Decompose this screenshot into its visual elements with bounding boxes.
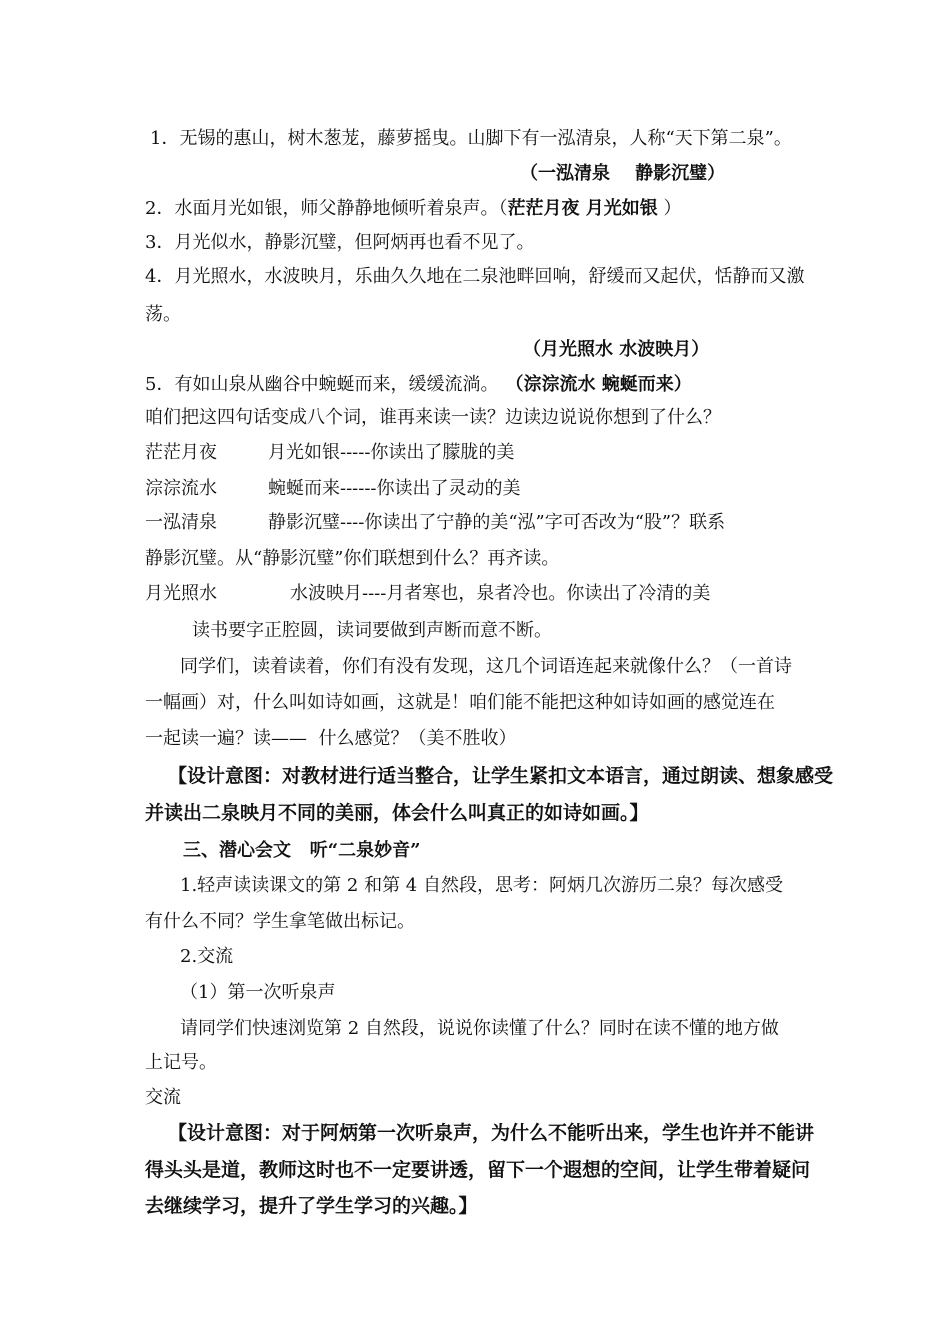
- exchange-label: 交流: [145, 1087, 181, 1108]
- sentence-4-cont: 荡。: [145, 304, 181, 325]
- sentence-2-text: 2．水面月光如银，师父静静地倾听着泉声。（: [145, 198, 508, 219]
- sentence-1: 1．无锡的惠山，树木葱茏，藤萝摇曳。山脚下有一泓清泉，人称“天下第二泉”。: [150, 128, 792, 149]
- word-pair-2-b: 蜿蜒而来------你读出了灵动的美: [268, 478, 521, 499]
- word-pair-2-a: 淙淙流水: [145, 478, 217, 499]
- task-2: 2.交流: [180, 946, 234, 967]
- section-heading: 三、潜心会文 听“二泉妙音”: [183, 840, 421, 861]
- design-intent-1-line-2: 并读出二泉映月不同的美丽，体会什么叫真正的如诗如画。】: [145, 802, 649, 824]
- design-intent-2-line-2: 得头头是道，教师这时也不一定要讲透，留下一个遐想的空间，让学生带着疑问: [145, 1159, 811, 1181]
- paragraph-line-1: 同学们，读着读着，你们有没有发现，这几个词语连起来就像什么？（一首诗: [180, 656, 792, 677]
- paragraph-line-3: 一起读一遍？读—— 什么感觉？（美不胜收）: [145, 728, 517, 749]
- sentence-5-text: 5．有如山泉从幽谷中蜿蜒而来，缓缓流淌。: [145, 374, 499, 395]
- word-pair-1-a: 茫茫月夜: [145, 442, 217, 463]
- sentence-5: [145, 373, 692, 397]
- sentence-1-keywords: （一泓清泉 静影沉璧）: [520, 163, 726, 184]
- word-pair-1-b: 月光如银-----你读出了朦胧的美: [268, 442, 515, 463]
- sentence-2-keywords: 茫茫月夜 月光如银: [507, 198, 658, 219]
- design-intent-2-line-3: 去继续学习，提升了学生学习的兴趣。】: [145, 1195, 478, 1217]
- task-2-line-2: 上记号。: [145, 1052, 217, 1073]
- word-pair-4-b: 水波映月----月者寒也，泉者冷也。你读出了冷清的美: [290, 583, 711, 604]
- word-pair-3-cont: 静影沉璧。从“静影沉璧”你们联想到什么？再齐读。: [145, 548, 560, 569]
- design-intent-2-line-1: 【设计意图：对于阿炳第一次听泉声，为什么不能听出来，学生也许并不能讲: [168, 1122, 815, 1144]
- sentence-4-keywords: （月光照水 水波映月）: [523, 339, 710, 360]
- reading-tip: 读书要字正腔圆，读词要做到声断而意不断。: [192, 620, 552, 641]
- word-pair-4-a: 月光照水: [145, 583, 217, 604]
- sentence-3: 3．月光似水，静影沉璧，但阿炳再也看不见了。: [145, 232, 535, 253]
- word-pair-3-b: 静影沉璧----你读出了宁静的美“泓”字可否改为“股”？联系: [268, 512, 726, 533]
- task-1-line-2: 有什么不同？学生拿笔做出标记。: [145, 911, 415, 932]
- sentence-4: 4．月光照水，水波映月，乐曲久久地在二泉池畔回响，舒缓而又起伏，恬静而又激: [145, 266, 805, 287]
- task-2-line-1: 请同学们快速浏览第 2 自然段，说说你读懂了什么？同时在读不懂的地方做: [180, 1018, 779, 1039]
- task-1-line-1: 1.轻声读读课文的第 2 和第 4 自然段，思考：阿炳几次游历二泉？每次感受: [180, 875, 783, 896]
- task-2-sub: （1）第一次听泉声: [180, 982, 336, 1003]
- paragraph-line-2: 一幅画）对，什么叫如诗如画，这就是！咱们能不能把这种如诗如画的感觉连在: [145, 692, 775, 713]
- word-pair-3-a: 一泓清泉: [145, 512, 217, 533]
- sentence-2-close: ）: [657, 198, 682, 219]
- design-intent-1-line-1: 【设计意图：对教材进行适当整合，让学生紧扣文本语言，通过朗读、想象感受: [168, 765, 834, 787]
- sentence-5-keywords: （淙淙流水 蜿蜒而来）: [514, 374, 692, 395]
- instruction-line: 咱们把这四句话变成八个词，谁再来读一读？边读边说说你想到了什么？: [145, 407, 721, 428]
- sentence-2: [145, 197, 681, 221]
